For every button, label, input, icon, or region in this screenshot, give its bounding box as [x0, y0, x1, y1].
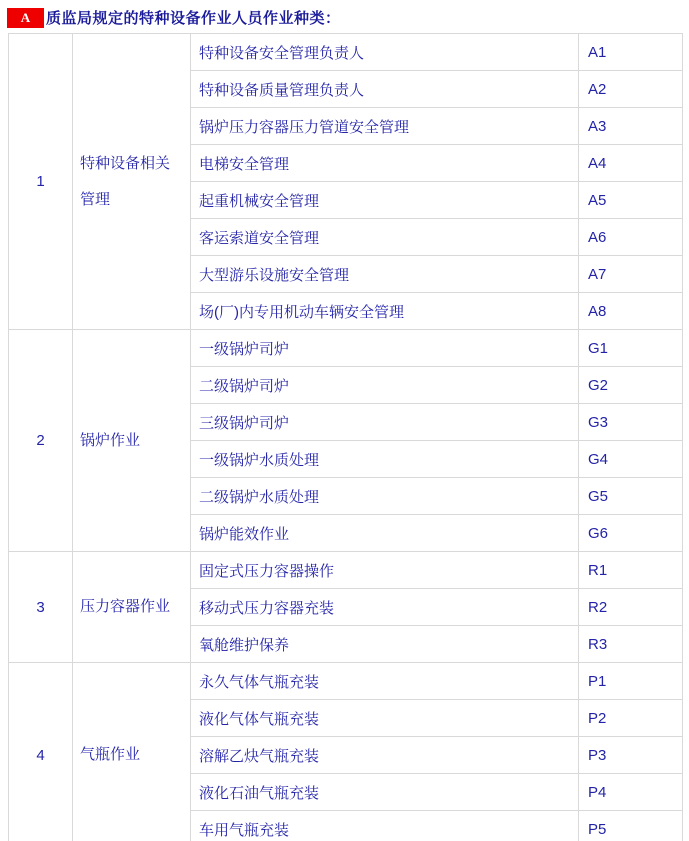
job-name-cell: 电梯安全管理	[191, 145, 579, 182]
code-cell: G6	[579, 515, 683, 552]
job-name-cell: 锅炉能效作业	[191, 515, 579, 552]
group-number-cell: 2	[9, 330, 73, 552]
code-cell: A7	[579, 256, 683, 293]
code-cell: P3	[579, 737, 683, 774]
page-header	[0, 0, 689, 28]
job-name-cell: 锅炉压力容器压力管道安全管理	[191, 108, 579, 145]
code-cell: A1	[579, 34, 683, 71]
category-cell: 气瓶作业	[73, 663, 191, 841]
table-row	[9, 663, 683, 700]
job-name-cell: 车用气瓶充装	[191, 811, 579, 841]
job-name-cell: 一级锅炉水质处理	[191, 441, 579, 478]
job-name-cell: 移动式压力容器充装	[191, 589, 579, 626]
job-name-cell: 液化气体气瓶充装	[191, 700, 579, 737]
job-name-cell: 一级锅炉司炉	[191, 330, 579, 367]
code-cell: A3	[579, 108, 683, 145]
table-row	[9, 34, 683, 71]
job-name-cell: 固定式压力容器操作	[191, 552, 579, 589]
code-cell: A5	[579, 182, 683, 219]
job-name-cell: 二级锅炉水质处理	[191, 478, 579, 515]
equipment-category-table	[8, 33, 683, 841]
code-cell: G4	[579, 441, 683, 478]
group-number-cell: 4	[9, 663, 73, 841]
code-cell: A2	[579, 71, 683, 108]
code-cell: R1	[579, 552, 683, 589]
job-name-cell: 特种设备安全管理负责人	[191, 34, 579, 71]
job-name-cell: 溶解乙炔气瓶充装	[191, 737, 579, 774]
job-name-cell: 永久气体气瓶充装	[191, 663, 579, 700]
code-cell: G5	[579, 478, 683, 515]
job-name-cell: 二级锅炉司炉	[191, 367, 579, 404]
job-name-cell: 氧舱维护保养	[191, 626, 579, 663]
job-name-cell: 液化石油气瓶充装	[191, 774, 579, 811]
code-cell: R3	[579, 626, 683, 663]
job-name-cell: 场(厂)内专用机动车辆安全管理	[191, 293, 579, 330]
code-cell: P2	[579, 700, 683, 737]
code-cell: P5	[579, 811, 683, 841]
job-name-cell: 客运索道安全管理	[191, 219, 579, 256]
code-cell: R2	[579, 589, 683, 626]
code-cell: G1	[579, 330, 683, 367]
table-row	[9, 552, 683, 589]
group-number-cell: 1	[9, 34, 73, 330]
code-cell: P1	[579, 663, 683, 700]
job-name-cell: 三级锅炉司炉	[191, 404, 579, 441]
code-cell: A6	[579, 219, 683, 256]
table-row	[9, 330, 683, 367]
code-cell: A4	[579, 145, 683, 182]
page-title: 质监局规定的特种设备作业人员作业种类：	[46, 10, 341, 27]
category-cell: 锅炉作业	[73, 330, 191, 552]
code-cell: G3	[579, 404, 683, 441]
job-name-cell: 大型游乐设施安全管理	[191, 256, 579, 293]
code-cell: P4	[579, 774, 683, 811]
group-number-cell: 3	[9, 552, 73, 663]
job-name-cell: 起重机械安全管理	[191, 182, 579, 219]
red-a-badge: A	[7, 8, 44, 28]
category-cell: 压力容器作业	[73, 552, 191, 663]
code-cell: G2	[579, 367, 683, 404]
code-cell: A8	[579, 293, 683, 330]
job-name-cell: 特种设备质量管理负责人	[191, 71, 579, 108]
category-cell: 特种设备相关管理	[73, 34, 191, 330]
